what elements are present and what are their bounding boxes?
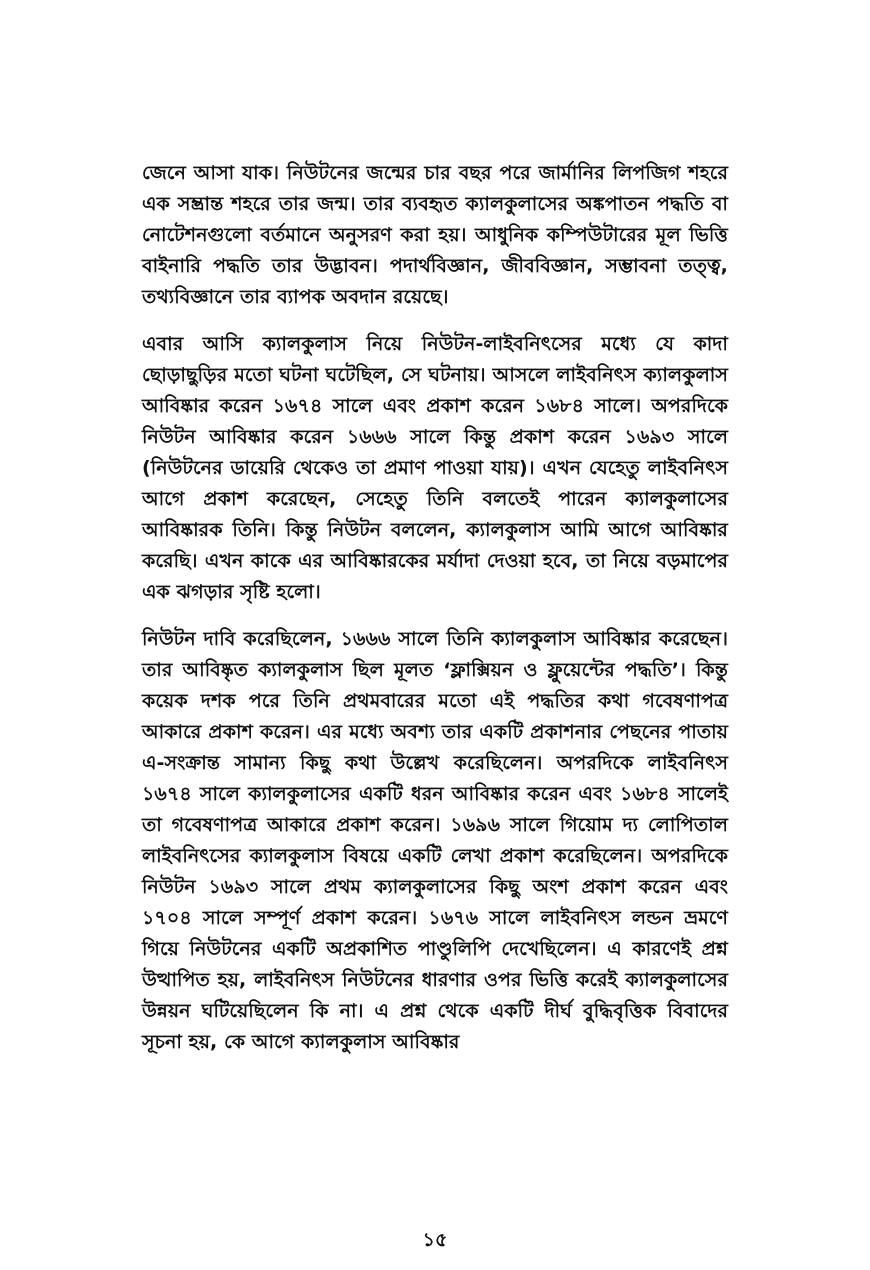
page-body — [142, 158, 728, 1074]
paragraph-1: জেনে আসা যাক। নিউটনের জন্মের চার বছর পরে জার্মানির লিপজিগ শহরে এক সম্ভ্রান্ত শহরে তার জন্ম। তার ব্যবহৃত ক্যালকুলাসের অঙ্কপাতন পদ্ধতি বা নোটেশনগুলো বর্তমানে অনুসরণ করা হয়। আধুনিক কম্পিউটারের মূল ভিত্তি বাইনারি পদ্ধতি তার উদ্ভাবন। পদার্থবিজ্ঞান, জীববিজ্ঞান, সম্ভাবনা তত্ত্ব, তথ্যবিজ্ঞানে তার ব্যাপক অবদান রয়েছে। — [142, 162, 728, 308]
page-number: ১৫ — [422, 1229, 448, 1251]
paragraph-2: এবার আসি ক্যালকুলাস নিয়ে নিউটন-লাইবনিৎসের মধ্যে যে কাদা ছোড়াছুড়ির মতো ঘটনা ঘটেছিল, সে ঘটনায়। আসলে লাইবনিৎস ক্যালকুলাস আবিষ্কার করেন ১৬৭৪ সালে এবং প্রকাশ করেন ১৬৮৪ সালে। অপরদিকে নিউটন আবিষ্কার করেন ১৬৬৬ সালে কিন্তু প্রকাশ করেন ১৬৯৩ সালে (নিউটনের ডায়েরি থেকেও তা প্রমাণ পাওয়া যায়)। এখন যেহেতু লাইবনিৎস আগে প্রকাশ করেছেন, সেহেতু তিনি বলতেই পারেন ক্যালকুলাসের আবিষ্কারক তিনি। কিন্তু নিউটন বললেন, ক্যালকুলাস আমি আগে আবিষ্কার করেছি। এখন কাকে এর আবিষ্কারকের মর্যাদা দেওয়া হবে, তা নিয়ে বড়মাপের এক ঝগড়ার সৃষ্টি হলো। — [142, 333, 728, 603]
paragraph-3: নিউটন দাবি করেছিলেন, ১৬৬৬ সালে তিনি ক্যালকুলাস আবিষ্কার করেছেন। তার আবিষ্কৃত ক্যালকুলাস ছিল মূলত ‘ফ্লাক্সিয়ন ও ফ্লুয়েন্টের পদ্ধতি’। কিন্তু কয়েক দশক পরে তিনি প্রথমবারের মতো এই পদ্ধতির কথা গবেষণাপত্র আকারে প্রকাশ করেন। এর মধ্যে অবশ্য তার একটি প্রকাশনার পেছনের পাতায় এ-সংক্রান্ত সামান্য কিছু কথা উল্লেখ করেছিলেন। অপরদিকে লাইবনিৎস ১৬৭৪ সালে ক্যালকুলাসের একটি ধরন আবিষ্কার করেন এবং ১৬৮৪ সালেই তা গবেষণাপত্র আকারে প্রকাশ করেন। ১৬৯৬ সালে গিয়োম দ্য লোপিতাল লাইবনিৎসের ক্যালকুলাস বিষয়ে একটি লেখা প্রকাশ করেছিলেন। অপরদিকে নিউটন ১৬৯৩ সালে প্রথম ক্যালকুলাসের কিছু অংশ প্রকাশ করেন এবং ১৭০৪ সালে সম্পূর্ণ প্রকাশ করেন। ১৬৭৬ সালে লাইবনিৎস লন্ডন ভ্রমণে গিয়ে নিউটনের একটি অপ্রকাশিত পাণ্ডুলিপি দেখেছিলেন। এ কারণেই প্রশ্ন উত্থাপিত হয়, লাইবনিৎস নিউটনের ধারণার ওপর ভিত্তি করেই ক্যালকুলাসের উন্নয়ন ঘটিয়েছিলেন কি না। এ প্রশ্ন থেকে একটি দীর্ঘ বুদ্ধিবৃত্তিক বিবাদের সূচনা হয়, কে আগে ক্যালকুলাস আবিষ্কার — [142, 628, 728, 1053]
